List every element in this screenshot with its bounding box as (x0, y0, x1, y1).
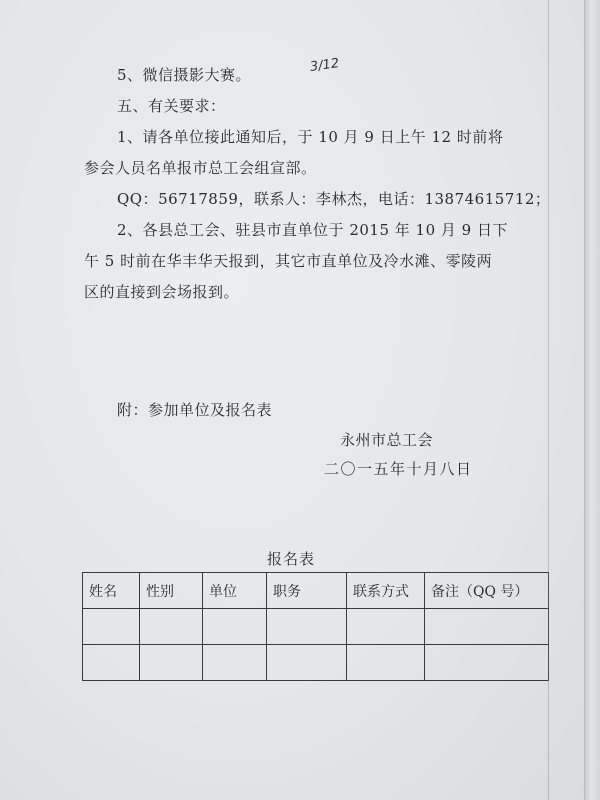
requirement-1-line-1: 1、请各单位接此通知后，于 10 月 9 日上午 12 时前将 (117, 128, 504, 146)
attachment-note: 附：参加单位及报名表 (117, 401, 273, 419)
page-fold-line (548, 0, 549, 800)
table-cell (347, 645, 425, 681)
header-remarks: 备注（QQ 号） (425, 573, 549, 609)
table-cell (425, 645, 549, 681)
requirement-2-line-1: 2、各县总工会、驻县市直单位于 2015 年 10 月 9 日下 (117, 221, 508, 239)
table-row (83, 609, 549, 645)
issuing-organization: 永州市总工会 (340, 431, 434, 449)
header-gender: 性别 (140, 573, 203, 609)
header-contact: 联系方式 (347, 573, 425, 609)
table-row (83, 645, 549, 681)
table-cell (425, 609, 549, 645)
requirement-1-line-2: 参会人员名单报市总工会组宣部。 (84, 159, 317, 177)
table-cell (140, 645, 203, 681)
section-heading-requirements: 五、有关要求： (117, 97, 226, 115)
table-cell (140, 609, 203, 645)
handwritten-note: 3/12 (309, 56, 341, 75)
list-item-5: 5、微信摄影大赛。 (117, 66, 252, 84)
table-cell (267, 645, 347, 681)
table-cell (83, 645, 140, 681)
table-title: 报名表 (267, 550, 316, 568)
table-header-row (83, 573, 549, 609)
requirement-2-line-2: 午 5 时前在华丰华天报到，其它市直单位及冷水滩、零陵两 (84, 252, 493, 270)
table-cell (203, 609, 267, 645)
table-cell (267, 609, 347, 645)
header-name: 姓名 (83, 573, 140, 609)
table-cell (203, 645, 267, 681)
header-unit: 单位 (203, 573, 267, 609)
table-cell (83, 609, 140, 645)
registration-table (82, 572, 549, 681)
table-cell (347, 609, 425, 645)
header-position: 职务 (267, 573, 347, 609)
issue-date: 二〇一五年十月八日 (324, 460, 473, 478)
requirement-2-line-3: 区的直接到会场报到。 (84, 283, 240, 301)
underlying-page-edge (584, 0, 600, 800)
contact-info: QQ：56717859，联系人：李林杰，电话：13874615712； (117, 190, 551, 208)
